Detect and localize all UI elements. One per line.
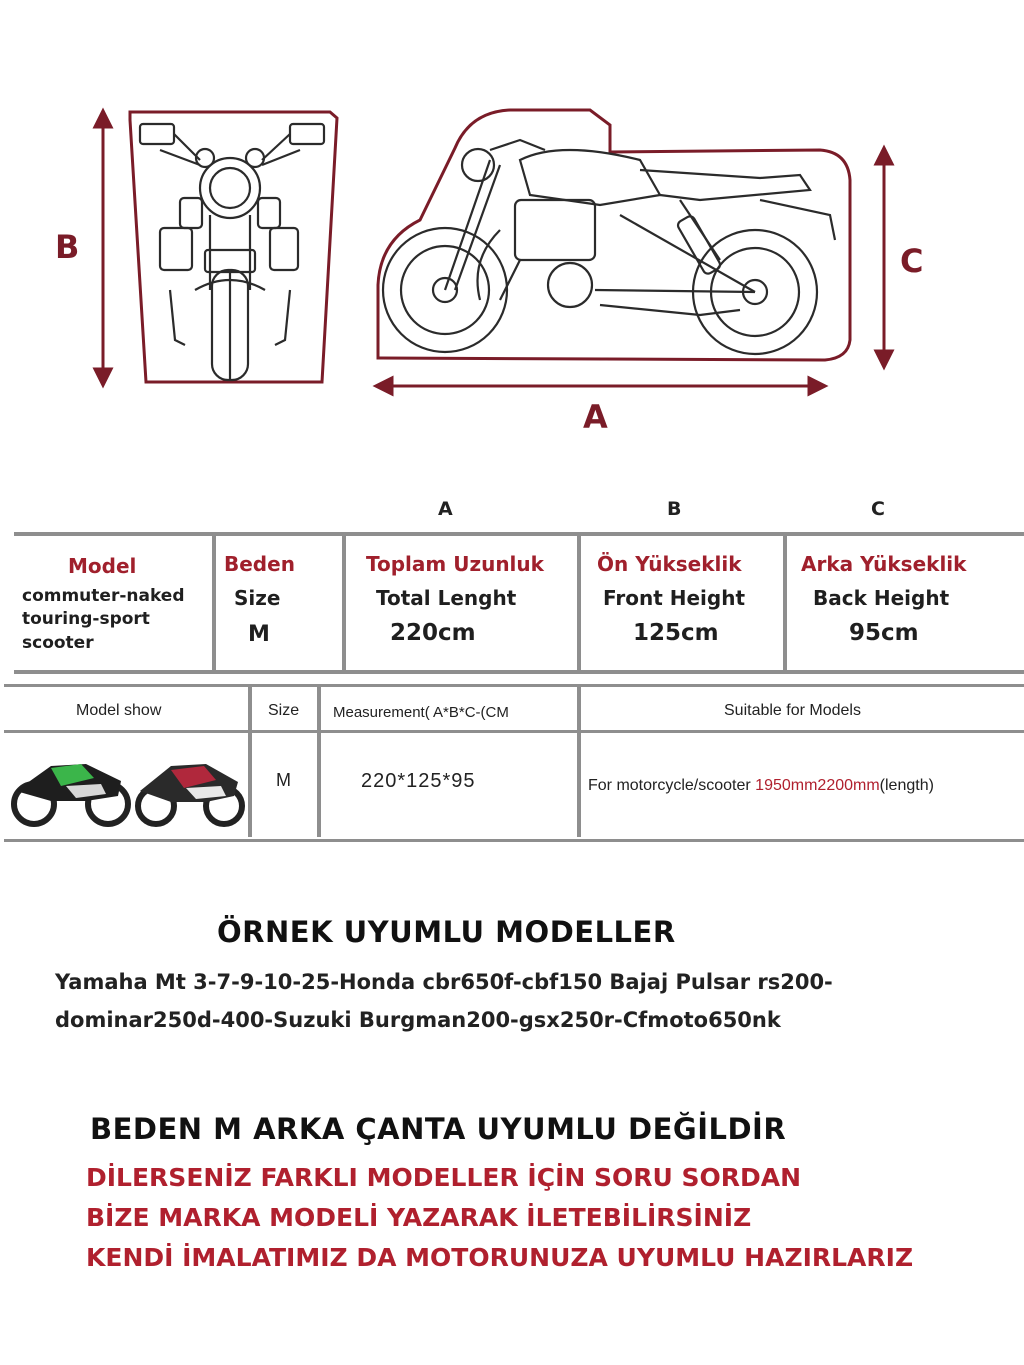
model-type-line: scooter	[22, 633, 94, 653]
compatible-models-line: Yamaha Mt 3-7-9-10-25-Honda cbr650f-cbf150 Bajaj Pulsar rs200-	[55, 970, 833, 994]
notice-title: BEDEN M ARKA ÇANTA UYUMLU DEĞİLDİR	[90, 1112, 787, 1146]
compatible-models-line: dominar250d-400-Suzuki Burgman200-gsx250r-Cfmoto650nk	[55, 1008, 781, 1032]
size-table-divider	[783, 536, 787, 670]
beden-value: M	[248, 622, 270, 647]
notice-line: DİLERSENİZ FARKLI MODELLER İÇİN SORU SORDAN	[86, 1163, 802, 1192]
motorcycle-cover-drawing	[0, 0, 1024, 450]
front-height-value: 125cm	[633, 620, 719, 646]
spec-table-divider	[248, 687, 252, 837]
spec-table-divider	[317, 687, 321, 837]
dimension-diagram	[0, 0, 1024, 450]
model-show-images	[6, 746, 246, 836]
spec-suitable-value	[588, 777, 934, 795]
model-type-line: commuter-naked	[22, 586, 185, 606]
green-sport-bike-image	[14, 764, 128, 824]
column-letter-c: C	[871, 498, 885, 520]
beden-title: Beden	[224, 552, 295, 576]
spec-header-measurement: Measurement( A*B*C-(CM	[333, 704, 509, 721]
spec-header-model-show: Model show	[76, 702, 162, 719]
model-title: Model	[68, 554, 137, 578]
suitable-prefix: For motorcycle/scooter	[588, 777, 751, 794]
size-table-divider	[577, 536, 581, 670]
dimension-label-a: A	[583, 398, 608, 436]
spec-table-header-rule	[4, 730, 1024, 733]
model-type-line: touring-sport	[22, 609, 150, 629]
dimension-label-b: B	[55, 228, 80, 266]
spec-header-size: Size	[268, 702, 300, 719]
beden-subtitle: Size	[234, 586, 281, 610]
back-height-cell	[801, 552, 1021, 646]
spec-table-divider	[577, 687, 581, 837]
size-table-divider	[342, 536, 346, 670]
front-height-cell	[597, 552, 782, 646]
spec-size-value: M	[276, 770, 291, 790]
notice-line: BİZE MARKA MODELİ YAZARAK İLETEBİLİRSİNİZ	[86, 1203, 752, 1232]
dimension-label-c: C	[900, 242, 924, 280]
red-sport-bike-image	[138, 764, 242, 824]
size-table-divider	[212, 536, 216, 670]
column-letter-b: B	[667, 498, 682, 520]
total-length-subtitle: Total Lenght	[376, 586, 517, 610]
spec-measurement-value: 220*125*95	[361, 770, 476, 792]
suitable-suffix: (length)	[879, 777, 934, 794]
front-height-title: Ön Yükseklik	[597, 552, 742, 576]
suitable-range: 1950mm2200mm	[755, 777, 880, 794]
model-cell	[22, 554, 212, 653]
total-length-value: 220cm	[390, 620, 476, 646]
compatible-models-title: ÖRNEK UYUMLU MODELLER	[217, 915, 676, 949]
back-height-title: Arka Yükseklik	[801, 552, 967, 576]
notice-line: KENDİ İMALATIMIZ DA MOTORUNUZA UYUMLU HAZIRLARIZ	[86, 1243, 914, 1272]
spec-header-suitable: Suitable for Models	[724, 702, 861, 719]
back-height-value: 95cm	[849, 620, 919, 646]
column-letter-a: A	[438, 498, 453, 520]
total-length-title: Toplam Uzunluk	[366, 552, 544, 576]
back-height-subtitle: Back Height	[813, 586, 950, 610]
total-length-cell	[366, 552, 576, 646]
beden-cell	[224, 552, 339, 647]
front-height-subtitle: Front Height	[603, 586, 746, 610]
